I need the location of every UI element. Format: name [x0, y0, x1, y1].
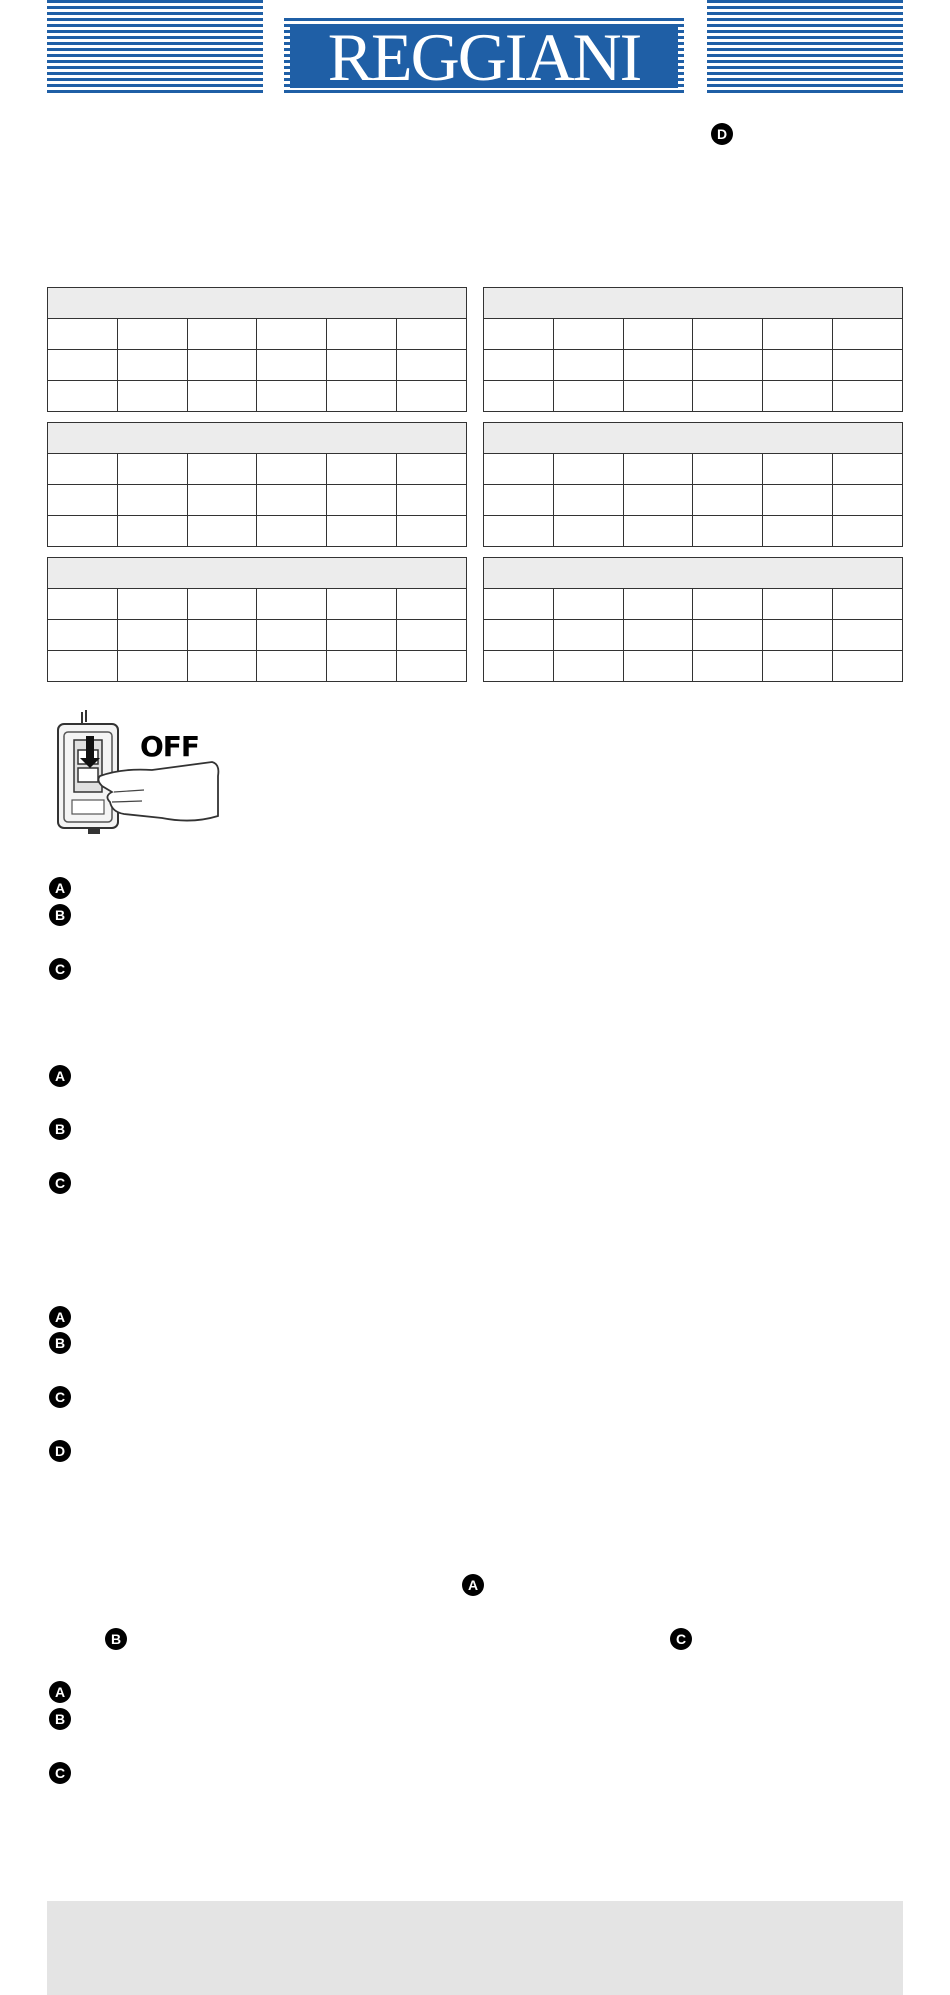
table-row — [48, 485, 466, 516]
table-row — [48, 381, 466, 411]
table-row — [48, 516, 466, 546]
table-row — [48, 350, 466, 381]
marker-c: C — [49, 1172, 71, 1194]
header-stripes-left — [47, 0, 263, 96]
table-row — [48, 454, 466, 485]
marker-b: B — [49, 1118, 71, 1140]
table-header — [48, 423, 466, 454]
marker-c: C — [49, 1386, 71, 1408]
table-row — [484, 381, 902, 411]
table-row — [484, 589, 902, 620]
table-header — [48, 288, 466, 319]
table-row — [48, 589, 466, 620]
marker-b: B — [49, 1708, 71, 1730]
table-row — [484, 516, 902, 546]
spec-table-1 — [47, 287, 467, 412]
table-row — [484, 485, 902, 516]
marker-d-top: D — [711, 123, 733, 145]
table-row — [484, 620, 902, 651]
table-row — [484, 350, 902, 381]
marker-c: C — [49, 1762, 71, 1784]
table-row — [48, 319, 466, 350]
marker-a: A — [49, 1065, 71, 1087]
spec-table-3 — [47, 422, 467, 547]
table-row — [484, 651, 902, 681]
switch-off-icon — [52, 706, 222, 838]
off-label: OFF — [140, 730, 200, 763]
table-row — [484, 319, 902, 350]
spec-table-4 — [483, 422, 903, 547]
marker-c: C — [49, 958, 71, 980]
marker-b: B — [49, 1332, 71, 1354]
table-header — [484, 288, 902, 319]
spec-table-6 — [483, 557, 903, 682]
table-row — [484, 454, 902, 485]
marker-a: A — [49, 1306, 71, 1328]
switch-off-illustration — [52, 706, 222, 838]
header-stripes-right — [707, 0, 903, 96]
marker-b: B — [49, 904, 71, 926]
table-header — [48, 558, 466, 589]
spec-table-2 — [483, 287, 903, 412]
marker-a-inline: A — [462, 1574, 484, 1596]
table-row — [48, 620, 466, 651]
logo-text: REGGIANI — [327, 19, 641, 95]
footer-gray-panel — [47, 1901, 903, 1995]
table-row — [48, 651, 466, 681]
marker-d: D — [49, 1440, 71, 1462]
marker-b-inline: B — [105, 1628, 127, 1650]
marker-c-inline: C — [670, 1628, 692, 1650]
marker-a: A — [49, 1681, 71, 1703]
reggiani-logo — [284, 18, 684, 94]
table-header — [484, 423, 902, 454]
spec-table-5 — [47, 557, 467, 682]
table-header — [484, 558, 902, 589]
marker-a: A — [49, 877, 71, 899]
